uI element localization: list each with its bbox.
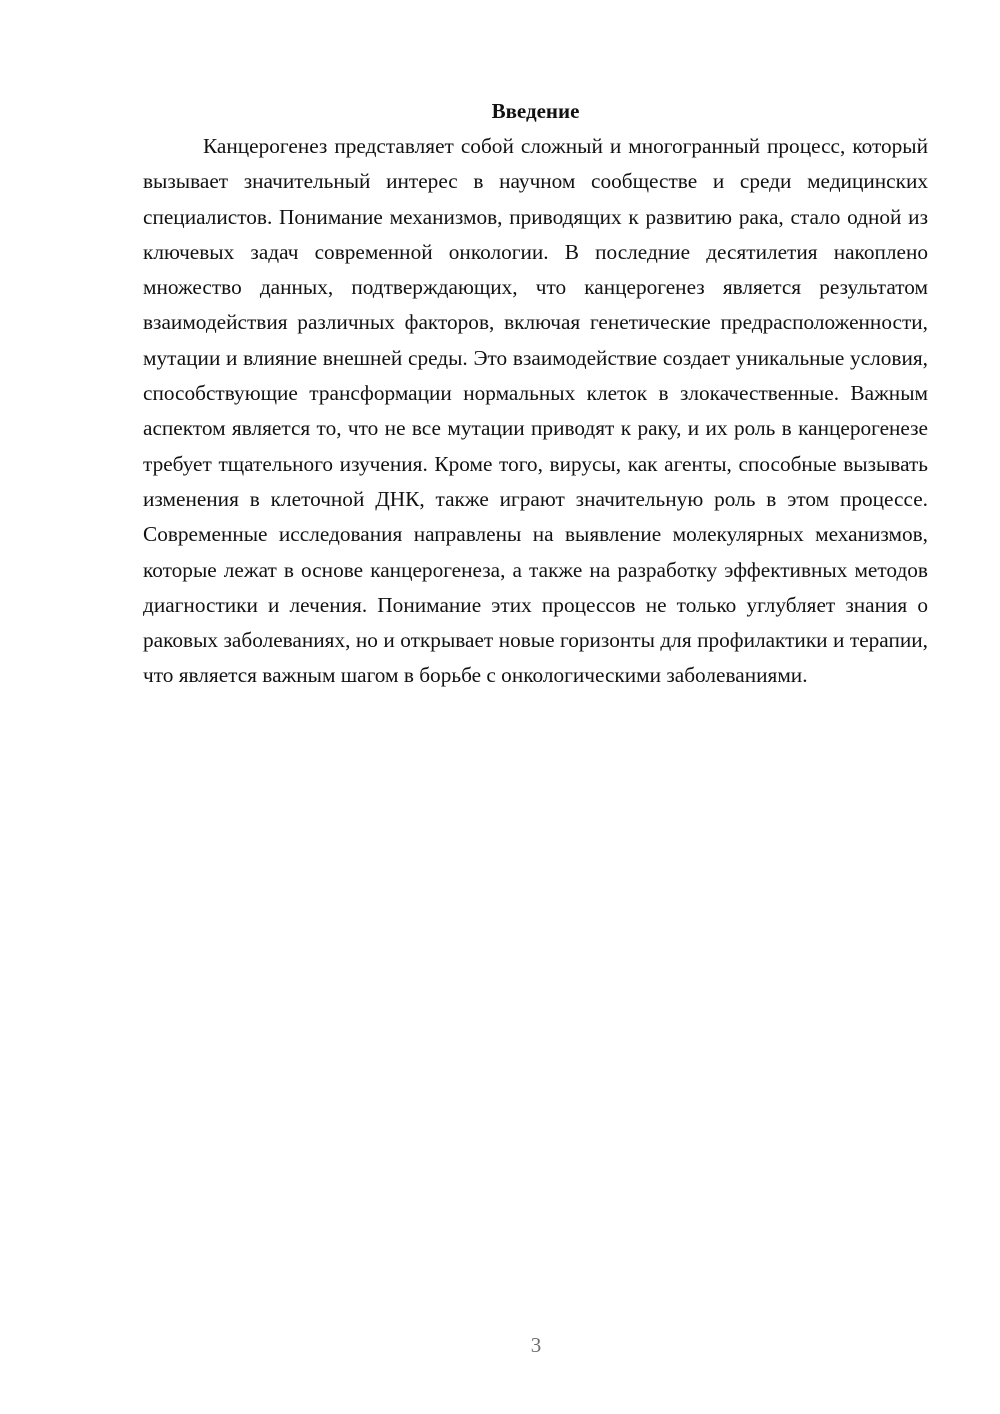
section-heading: Введение	[491, 99, 580, 123]
page-content	[143, 94, 928, 694]
body-paragraph: Канцерогенез представляет собой сложный и многогранный процесс, который вызывает значительный интерес в научном сообществе и среди медицинских специалистов. Понимание механизмов, приводящих к развитию рака, стало одной из ключевых задач современной онкологии. В последние десятилетия накоплено множество данных, подтверждающих, что канцерогенез является результатом взаимодействия различных факторов, включая генетические предрасположенности, мутации и влияние внешней среды. Это взаимодействие создает уникальные условия, способствующие трансформации нормальных клеток в злокачественные. Важным аспектом является то, что не все мутации приводят к раку, и их роль в канцерогенезе требует тщательного изучения. Кроме того, вирусы, как агенты, способные вызывать изменения в клеточной ДНК, также играют значительную роль в этом процессе. Современные исследования направлены на выявление молекулярных механизмов, которые лежат в основе канцерогенеза, а также на разработку эффективных методов диагностики и лечения. Понимание этих процессов не только углубляет знания о раковых заболеваниях, но и открывает новые горизонты для профилактики и терапии, что является важным шагом в борьбе с онкологическими заболеваниями.	[143, 134, 928, 688]
page-number: 3	[530, 1333, 542, 1357]
